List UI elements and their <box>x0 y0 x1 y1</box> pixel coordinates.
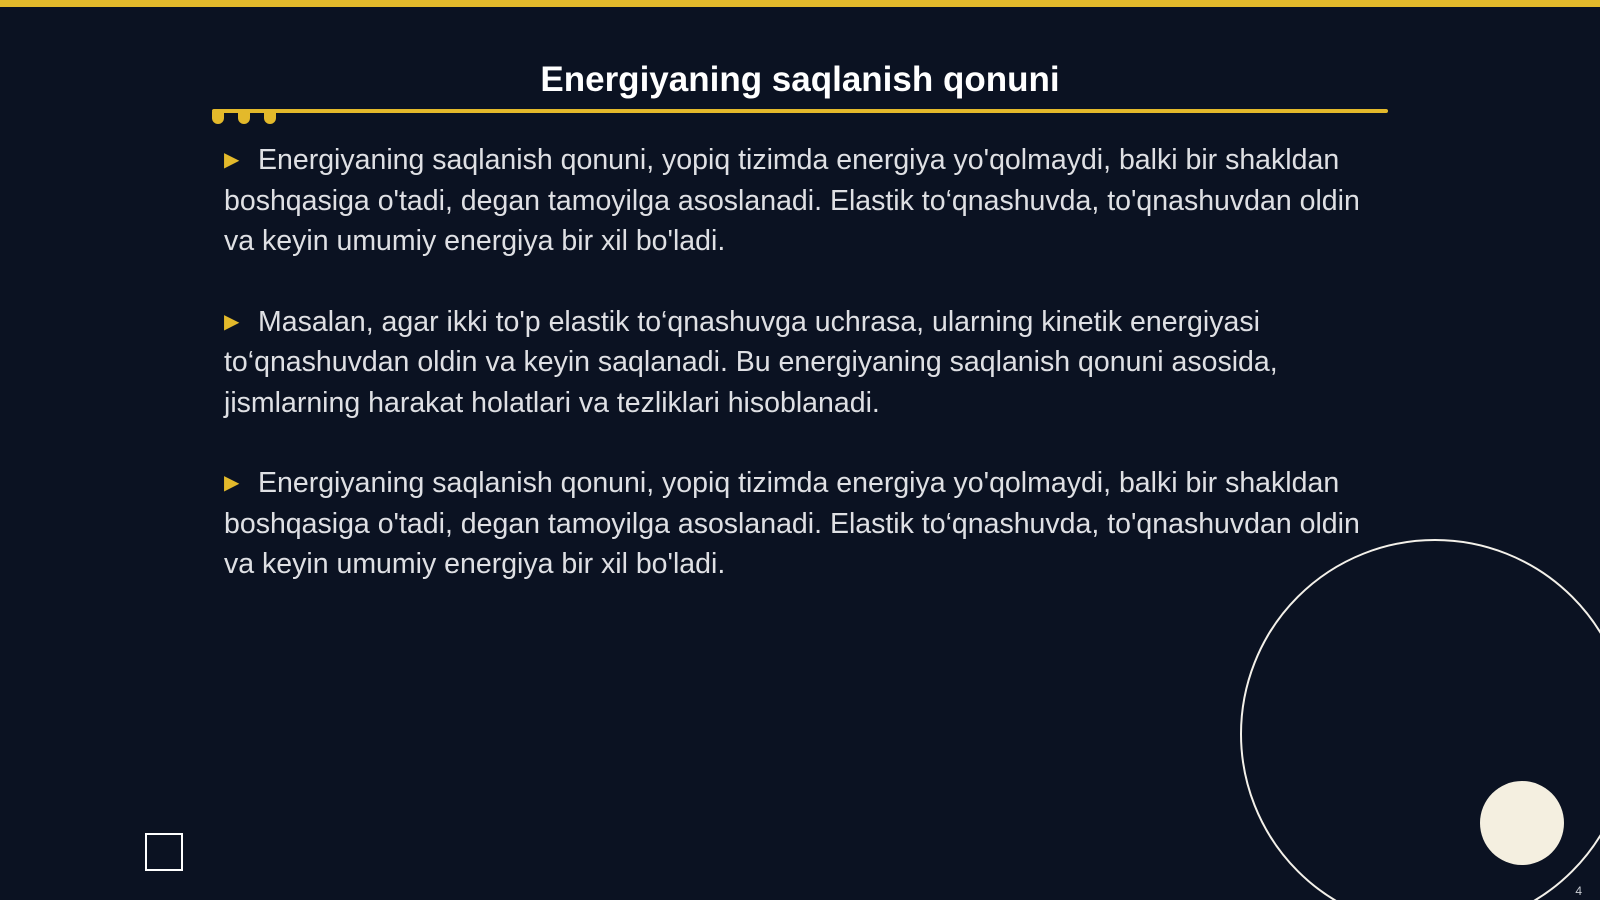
decorative-dots <box>212 112 282 126</box>
top-accent-bar <box>0 0 1600 7</box>
bullet-paragraph <box>224 140 1364 262</box>
triangle-right-icon: ▶ <box>224 149 240 171</box>
dot-icon <box>212 112 224 124</box>
slide-title: Energiyaning saqlanish qonuni <box>540 60 1060 99</box>
triangle-right-icon: ▶ <box>224 310 240 333</box>
decorative-square <box>145 833 183 871</box>
paragraph-text: Energiyaning saqlanish qonuni, yopiq tizimda energiya yo'qolmaydi, balki bir shakldan boshqasiga o'tadi, degan tamoyilga asoslanadi. Elastik to‘qnashuvda, to'qnashuvdan oldin va keyin umumiy energiya bir xil bo'ladi. <box>224 144 1360 257</box>
slide-content <box>224 140 1364 625</box>
triangle-right-icon: ▶ <box>224 472 240 494</box>
bullet-paragraph <box>224 463 1364 585</box>
dot-icon <box>238 112 250 124</box>
decorative-circle-filled <box>1480 781 1564 865</box>
page-number: 4 <box>1575 884 1582 898</box>
paragraph-text: Masalan, agar ikki to'p elastik to‘qnashuvga uchrasa, ularning kinetik energiyasi to‘qnashuvdan oldin va keyin saqlanadi. Bu energiyaning saqlanish qonuni asosida, jismlarning harakat holatlari va tezliklari hisoblanadi. <box>224 305 1278 419</box>
dot-icon <box>264 112 276 124</box>
title-underline <box>212 109 1388 113</box>
paragraph-text: Energiyaning saqlanish qonuni, yopiq tizimda energiya yo'qolmaydi, balki bir shakldan boshqasiga o'tadi, degan tamoyilga asoslanadi. Elastik to‘qnashuvda, to'qnashuvdan oldin va keyin umumiy energiya bir xil bo'ladi. <box>224 467 1360 580</box>
bullet-paragraph <box>224 302 1364 424</box>
